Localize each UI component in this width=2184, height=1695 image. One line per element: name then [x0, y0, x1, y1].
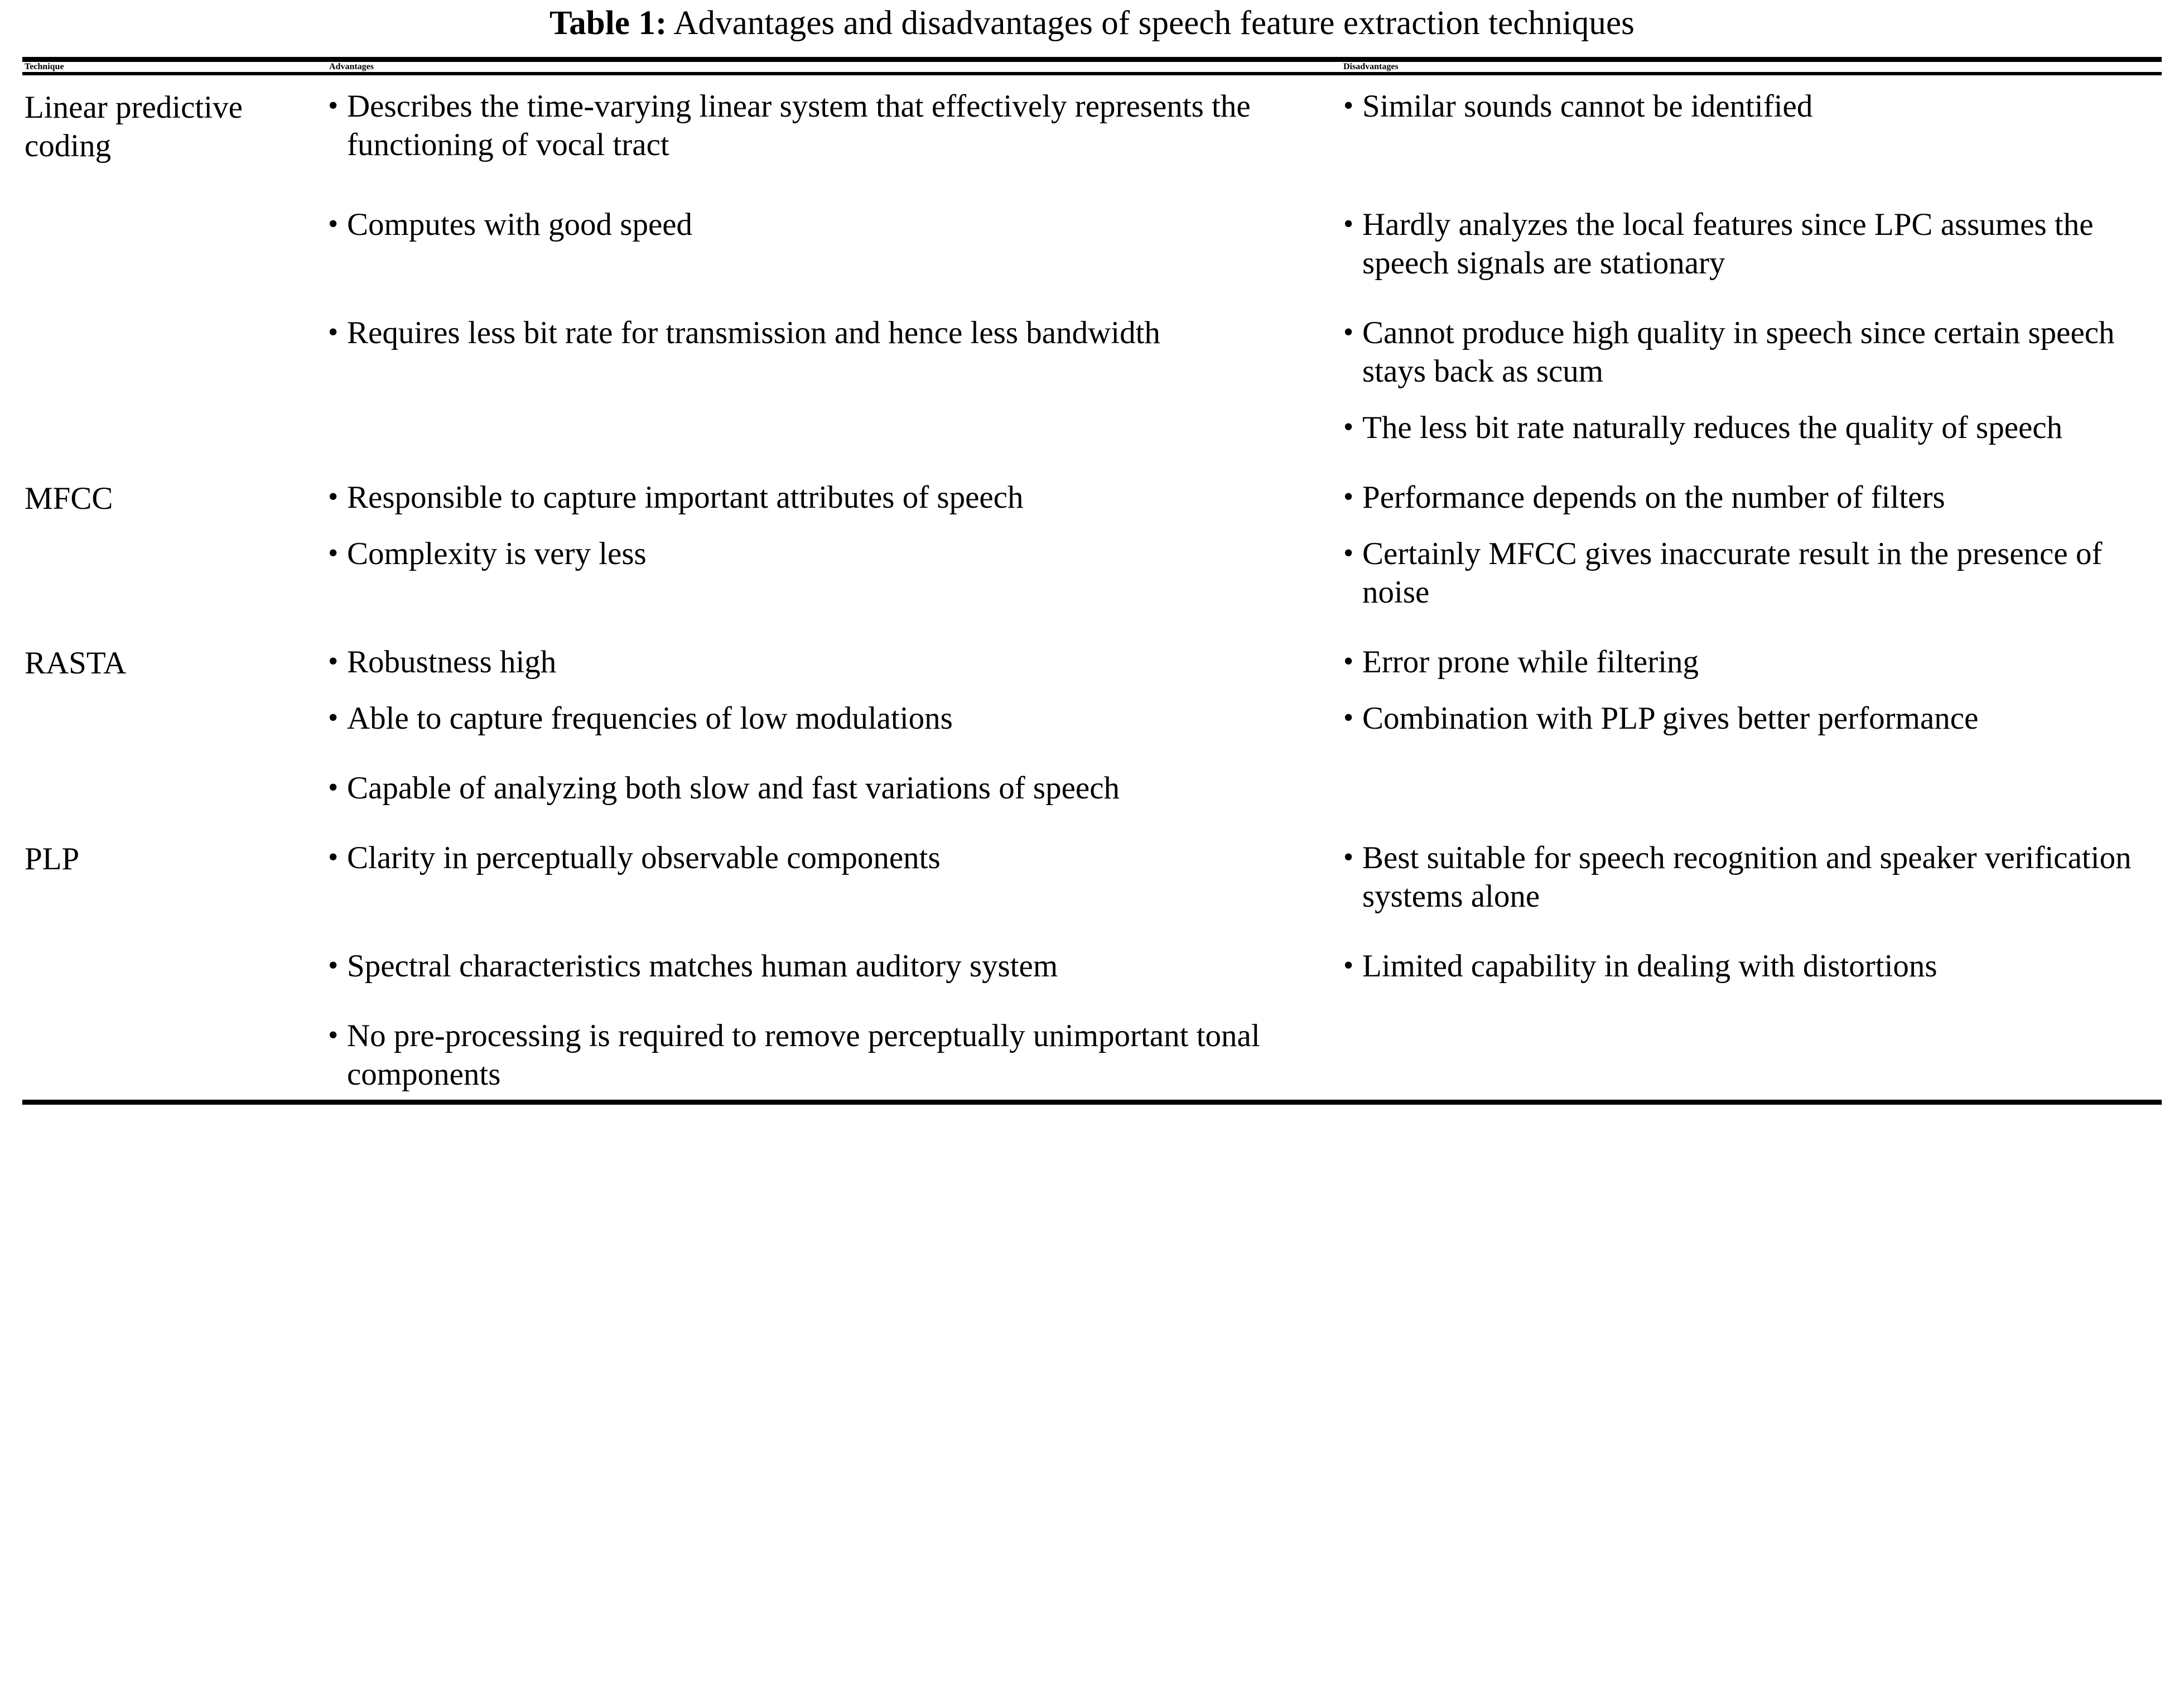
- bullet-text: Requires less bit rate for transmission and hence less bandwidth: [347, 315, 1160, 351]
- bullet-text: Hardly analyzes the local features since LPC assumes the speech signals are stationary: [1362, 207, 2094, 281]
- disadvantage-cell: [1339, 523, 2162, 631]
- advantage-cell: [312, 523, 1339, 631]
- bullet-dot-icon: •: [1343, 316, 1354, 349]
- technique-cell: [22, 466, 312, 631]
- bullet-text: Able to capture frequencies of low modulations: [347, 700, 953, 736]
- table-caption-label: Table 1:: [549, 4, 667, 42]
- table-caption-text: Advantages and disadvantages of speech feature extraction techniques: [673, 4, 1635, 42]
- technique-label: MFCC: [25, 481, 113, 517]
- bullet-dot-icon: •: [1343, 949, 1354, 981]
- table-body: [22, 75, 2162, 1099]
- bullet-text: Capable of analyzing both slow and fast variations of speech: [347, 770, 1120, 806]
- bullet-dot-icon: •: [1343, 90, 1354, 122]
- bullet-text: No pre-processing is required to remove perceptually unimportant tonal components: [347, 1018, 1260, 1092]
- bullet-item: [312, 631, 1339, 682]
- bullet-text: Spectral characteristics matches human auditory system: [347, 948, 1058, 984]
- bullet-text: Similar sounds cannot be identified: [1362, 89, 1813, 124]
- table-caption: [22, 0, 2162, 57]
- column-header-technique: Technique: [25, 62, 64, 72]
- bullet-item: [1339, 523, 2162, 612]
- bullet-text: The less bit rate naturally reduces the quality of speech: [1362, 410, 2063, 446]
- table-row: [22, 827, 2162, 935]
- technique-label: RASTA: [25, 646, 127, 681]
- bullet-dot-icon: •: [328, 771, 339, 803]
- bullet-text: Clarity in perceptually observable components: [347, 840, 941, 875]
- table-row: [22, 397, 2162, 466]
- bullet-text: Combination with PLP gives better performance: [1362, 700, 1979, 736]
- bullet-item: [1339, 827, 2162, 916]
- technique-cell: [22, 631, 312, 827]
- table-header-row: [22, 62, 2162, 72]
- disadvantage-cell: [1339, 75, 2162, 194]
- table-row: [22, 757, 2162, 827]
- disadvantage-cell: [1339, 194, 2162, 302]
- advantage-cell: [312, 302, 1339, 397]
- bullet-item: [312, 302, 1339, 353]
- bullet-item: [312, 687, 1339, 738]
- advantage-cell: [312, 75, 1339, 194]
- bullet-dot-icon: •: [328, 841, 339, 873]
- bullet-item: [1339, 194, 2162, 283]
- disadvantage-cell: [1339, 302, 2162, 397]
- bullet-text: Best suitable for speech recognition and speaker verification systems alone: [1362, 840, 2132, 914]
- table-row: [22, 194, 2162, 302]
- bullet-text: Certainly MFCC gives inaccurate result in the presence of noise: [1362, 536, 2103, 610]
- bullet-dot-icon: •: [328, 90, 339, 122]
- advantage-cell: [312, 687, 1339, 757]
- bullet-item: [312, 75, 1339, 165]
- bullet-dot-icon: •: [1343, 537, 1354, 570]
- technique-cell: [22, 827, 312, 1100]
- technique-label: PLP: [25, 841, 80, 877]
- advantage-cell: [312, 935, 1339, 1005]
- bullet-dot-icon: •: [328, 1019, 339, 1051]
- table-row: [22, 935, 2162, 1005]
- bullet-item: [312, 1005, 1339, 1094]
- bullet-text: Complexity is very less: [347, 536, 647, 572]
- bullet-item: [1339, 687, 2162, 738]
- bullet-item: [1339, 397, 2162, 447]
- column-header-advantages: Advantages: [329, 62, 374, 72]
- technique-cell: [22, 75, 312, 466]
- bullet-item: [312, 935, 1339, 986]
- bullet-item: [1339, 302, 2162, 391]
- bullet-text: Performance depends on the number of filters: [1362, 480, 1945, 516]
- disadvantage-cell: [1339, 827, 2162, 935]
- bullet-dot-icon: •: [1343, 208, 1354, 240]
- bullet-text: Computes with good speed: [347, 207, 693, 243]
- bullet-text: Responsible to capture important attributes of speech: [347, 480, 1024, 516]
- bullet-dot-icon: •: [328, 646, 339, 677]
- bullet-item: [312, 466, 1339, 517]
- bullet-item: [312, 523, 1339, 574]
- bullet-dot-icon: •: [328, 701, 339, 734]
- disadvantage-cell: [1339, 687, 2162, 757]
- bullet-dot-icon: •: [328, 208, 339, 240]
- bullet-dot-icon: •: [1343, 646, 1354, 677]
- bullet-text: Error prone while filtering: [1362, 644, 1699, 680]
- bullet-dot-icon: •: [328, 316, 339, 349]
- bullet-dot-icon: •: [1343, 701, 1354, 734]
- feature-extraction-table-body: [22, 75, 2162, 1099]
- bullet-dot-icon: •: [328, 537, 339, 570]
- bullet-item: [312, 194, 1339, 244]
- table-row: [22, 75, 2162, 194]
- bullet-item: [1339, 631, 2162, 682]
- table-row: [22, 523, 2162, 631]
- advantage-cell: [312, 631, 1339, 687]
- table-row: [22, 302, 2162, 397]
- bullet-text: Cannot produce high quality in speech since certain speech stays back as scum: [1362, 315, 2115, 389]
- empty-cell-spacer: [1339, 757, 2162, 758]
- table-row: [22, 1005, 2162, 1100]
- bullet-text: Limited capability in dealing with distortions: [1362, 948, 1937, 984]
- advantage-cell: [312, 466, 1339, 523]
- feature-extraction-table: [22, 62, 2162, 72]
- table-bottom-rule: [22, 1100, 2162, 1105]
- advantage-cell: [312, 194, 1339, 302]
- bullet-text: Robustness high: [347, 644, 557, 680]
- bullet-item: [1339, 935, 2162, 986]
- bullet-dot-icon: •: [1343, 411, 1354, 444]
- bullet-item: [1339, 75, 2162, 126]
- table-row: [22, 466, 2162, 523]
- technique-label: Linear predictive coding: [25, 90, 243, 164]
- advantage-cell: [312, 397, 1339, 466]
- column-header-disadvantages: Disadvantages: [1343, 62, 1399, 72]
- disadvantage-cell: [1339, 631, 2162, 687]
- bullet-dot-icon: •: [1343, 481, 1354, 513]
- advantage-cell: [312, 1005, 1339, 1100]
- table-top-rule: [22, 57, 2162, 62]
- disadvantage-cell: [1339, 935, 2162, 1005]
- disadvantage-cell: [1339, 466, 2162, 523]
- disadvantage-cell: [1339, 757, 2162, 827]
- table-row: [22, 687, 2162, 757]
- disadvantage-cell: [1339, 397, 2162, 466]
- advantage-cell: [312, 827, 1339, 935]
- disadvantage-cell: [1339, 1005, 2162, 1100]
- bullet-text: Describes the time-varying linear system that effectively represents the functioning of vocal tract: [347, 89, 1251, 163]
- bullet-item: [312, 757, 1339, 808]
- bullet-item: [312, 827, 1339, 878]
- table-row: [22, 631, 2162, 687]
- bullet-dot-icon: •: [328, 949, 339, 981]
- bullet-item: [1339, 466, 2162, 517]
- bullet-dot-icon: •: [1343, 841, 1354, 873]
- advantage-cell: [312, 757, 1339, 827]
- bullet-dot-icon: •: [328, 481, 339, 513]
